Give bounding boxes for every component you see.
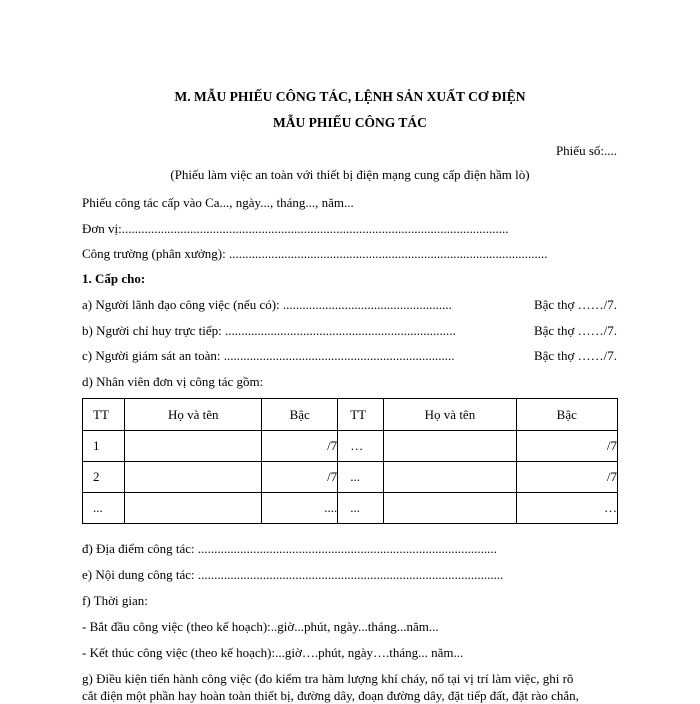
cell-rank-2: /7 (516, 462, 617, 493)
header-rank: Bậc (262, 399, 338, 431)
section-1-heading: 1. Cấp cho: (82, 271, 146, 286)
cell-rank: .... (262, 493, 338, 524)
cell-rank: /7 (262, 431, 338, 462)
header-name-2: Họ và tên (384, 399, 516, 431)
commander-field: b) Người chỉ huy trực tiếp: ....................................................................... (82, 323, 456, 338)
start-time-field: - Bắt đầu công việc (theo kế hoạch):..giờ...phút, ngày...tháng...năm... (82, 619, 439, 634)
commander-rank: Bậc thợ ……/7. (533, 323, 617, 338)
cell-name-2 (384, 493, 516, 524)
end-time-field: - Kết thúc công việc (theo kế hoạch):...giờ….phút, ngày….tháng... năm... (82, 645, 464, 660)
leader-field: a) Người lãnh đạo công việc (nếu có): .................................................... (82, 297, 452, 312)
content-field: e) Nội dung công tác: .............................................................................................. (82, 567, 504, 582)
cell-tt-2: … (338, 431, 384, 462)
table-header-row (83, 399, 618, 431)
location-field: đ) Địa điểm công tác: ............................................................................................ (82, 541, 497, 556)
table-row (83, 493, 618, 524)
document-subtitle: MẪU PHIẾU CÔNG TÁC (273, 115, 427, 130)
table-row (83, 431, 618, 462)
ticket-number: Phiếu số:.... (555, 143, 617, 158)
staff-table (82, 398, 618, 524)
site-field: Công trường (phân xưởng): .................................................................................................. (82, 246, 548, 261)
cell-tt: 1 (83, 431, 125, 462)
cell-name (125, 462, 262, 493)
cell-tt: ... (83, 493, 125, 524)
time-heading: f) Thời gian: (82, 593, 148, 608)
conditions-line-1: g) Điều kiện tiến hành công việc (đo kiểm tra hàm lượng khí cháy, nổ tại vị trí làm việc, ghi rõ (82, 671, 574, 686)
cell-name (125, 431, 262, 462)
supervisor-rank: Bậc thợ ……/7. (533, 348, 617, 363)
cell-rank-2: … (516, 493, 617, 524)
conditions-line-2: cắt điện một phần hay hoàn toàn thiết bị, đường dây, đoạn đường dây, đặt tiếp đất, đặt rào chắn, (82, 688, 579, 703)
cell-name-2 (384, 431, 516, 462)
supervisor-field: c) Người giám sát an toàn: ....................................................................... (82, 348, 455, 363)
cell-name (125, 493, 262, 524)
table-row (83, 462, 618, 493)
header-rank-2: Bậc (516, 399, 617, 431)
cell-tt: 2 (83, 462, 125, 493)
cell-rank: /7 (262, 462, 338, 493)
staff-heading: d) Nhân viên đơn vị công tác gồm: (82, 374, 264, 389)
header-tt: TT (83, 399, 125, 431)
cell-rank-2: /7 (516, 431, 617, 462)
document-note: (Phiếu làm việc an toàn với thiết bị điện mạng cung cấp điện hầm lò) (170, 167, 530, 182)
document-title: M. MẪU PHIẾU CÔNG TÁC, LỆNH SẢN XUẤT CƠ ĐIỆN (174, 89, 526, 104)
unit-field: Đơn vị:....................................................................................................................... (82, 221, 509, 236)
issued-at-field: Phiếu công tác cấp vào Ca..., ngày..., tháng..., năm... (82, 195, 354, 210)
cell-name-2 (384, 462, 516, 493)
cell-tt-2: ... (338, 493, 384, 524)
leader-rank: Bậc thợ ……/7. (533, 297, 617, 312)
header-tt-2: TT (338, 399, 384, 431)
cell-tt-2: ... (338, 462, 384, 493)
header-name: Họ và tên (125, 399, 262, 431)
